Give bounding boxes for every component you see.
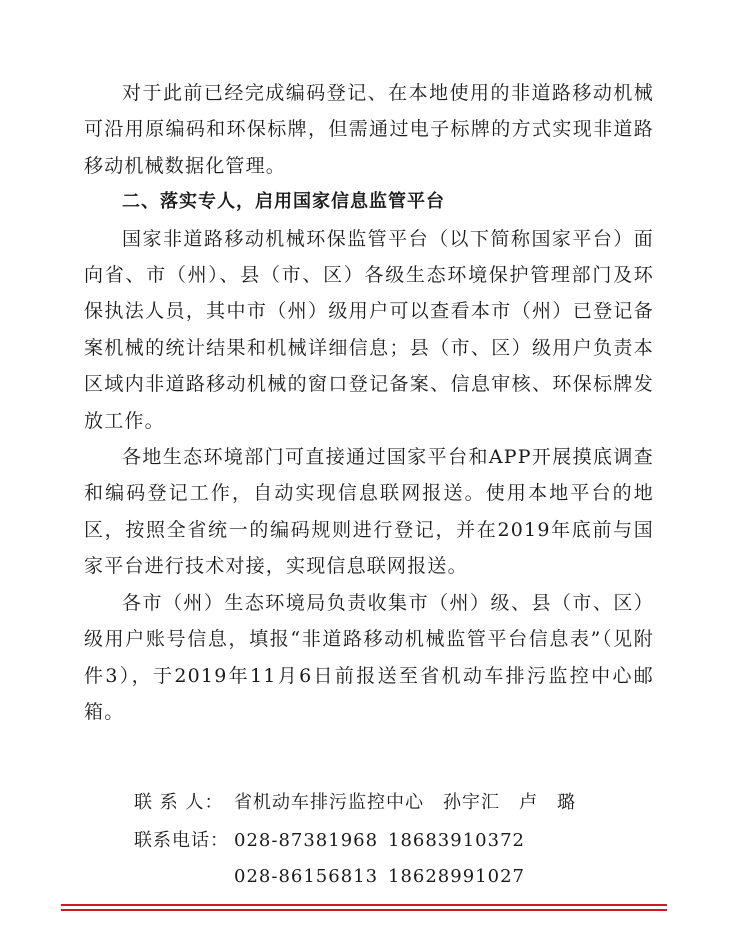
contact-phone-line-2 xyxy=(134,866,525,887)
red-divider-bottom xyxy=(61,909,667,911)
phone-landline-2: 028-86156813 xyxy=(234,866,379,887)
contact-phone-line-1 xyxy=(134,826,525,852)
phone-mobile-2: 18628991027 xyxy=(388,866,525,887)
contact-person-line xyxy=(134,788,576,814)
phone-mobile-1: 18683910372 xyxy=(388,830,525,851)
document-body xyxy=(84,75,654,730)
paragraph-2: 国家非道路移动机械环保监管平台（以下简称国家平台）面向省、市（州）、县（市、区）各级生态环境保护管理部门及环保执法人员，其中市（州）级用户可以查看本市（州）已登记备案机械的统计结果和机械详细信息；县（市、区）级用户负责本区域内非道路移动机械的窗口登记备案、信息审核、环保标牌发放工作。 xyxy=(84,227,654,432)
red-divider-top xyxy=(61,904,667,906)
contact-person-value: 省机动车排污监控中心 孙宇汇 卢 璐 xyxy=(234,792,576,813)
contact-person-label: 联 系 人： xyxy=(134,792,224,813)
paragraph-4: 各市（州）生态环境局负责收集市（州）级、县（市、区）级用户账号信息，填报“非道路移动机械监管平台信息表”（见附件3），于2019年11月6日前报送至省机动车排污监控中心邮箱。 xyxy=(84,591,654,723)
section-2-heading: 二、落实专人，启用国家信息监管平台 xyxy=(122,191,445,213)
contact-phone-label: 联系电话： xyxy=(134,830,229,851)
phone-landline-1: 028-87381968 xyxy=(234,830,379,851)
paragraph-3: 各地生态环境部门可直接通过国家平台和APP开展摸底调查和编码登记工作，自动实现信息联网报送。使用本地平台的地区，按照全省统一的编码规则进行登记，并在2019年底前与国家平台进行技术对接，实现信息联网报送。 xyxy=(84,446,654,578)
paragraph-1: 对于此前已经完成编码登记、在本地使用的非道路移动机械可沿用原编码和环保标牌，但需通过电子标牌的方式实现非道路移动机械数据化管理。 xyxy=(84,82,654,177)
